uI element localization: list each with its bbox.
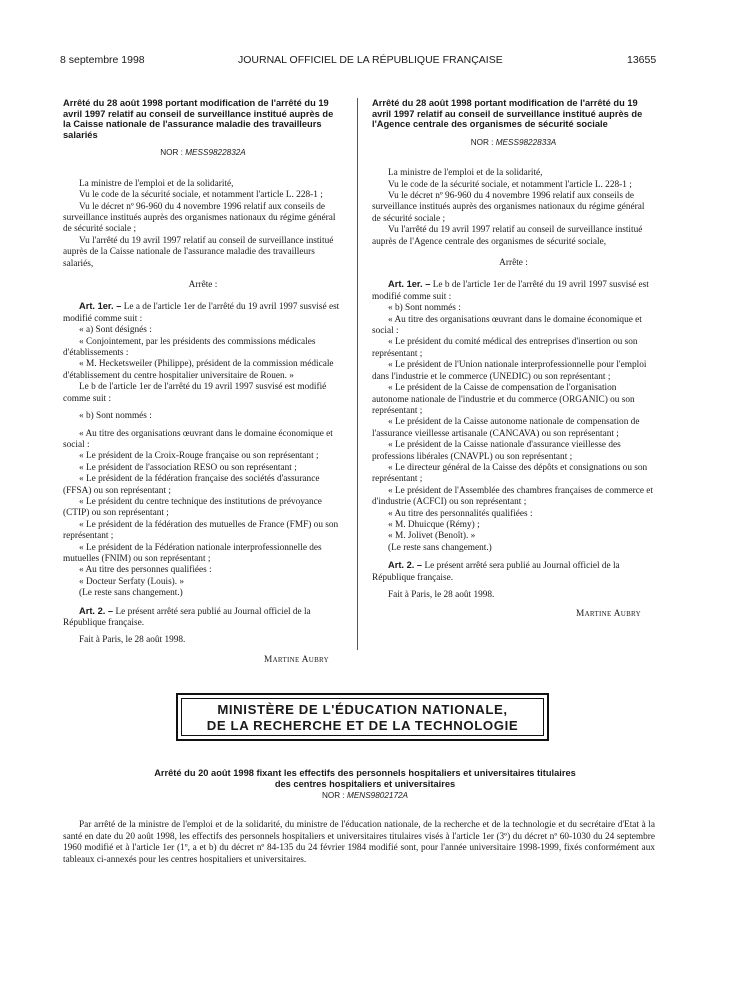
arrete-heading: Arrête :	[499, 258, 528, 269]
list-line: « Le président de l'Union nationale interprofessionnelle pour l'emploi dans l'industrie et le commerce (UNEDIC) ou son représentant ;	[372, 360, 647, 382]
done-line: Fait à Paris, le 28 août 1998.	[79, 635, 186, 646]
header-date: 8 septembre 1998	[60, 54, 145, 66]
ministry-line-1: MINISTÈRE DE L'ÉDUCATION NATIONALE,	[217, 702, 508, 717]
preamble-line: Vu le code de la sécurité sociale, et notamment l'article L. 228-1 ;	[79, 190, 323, 201]
list-line: « Le président de l'Assemblée des chambres françaises de commerce et d'industrie (ACFCI) ou son représentant ;	[372, 485, 653, 508]
article-2	[63, 606, 343, 630]
list-line: « Le président de la Caisse autonome nationale de compensation de l'assurance vieillesse artisanale (CANCAVA) ou son représentant ;	[372, 417, 640, 439]
preamble-line: Vu le code de la sécurité sociale, et notamment l'article L. 228-1 ;	[388, 179, 632, 190]
list-line: « Au titre des organisations œuvrant dans le domaine économique et social :	[63, 428, 333, 450]
left-article-nor	[63, 147, 343, 158]
right-article-title: Arrêté du 28 août 1998 portant modification de l'arrêté du 19 avril 1997 relatif au conseil de surveillance institué auprès de l'Agence centrale des organismes de sécurité sociale	[372, 98, 643, 130]
list-line: « Le président de la fédération française des sociétés d'assurance (FFSA) ou son représentant ;	[63, 474, 320, 496]
bottom-article-nor	[150, 791, 580, 800]
preamble-line: La ministre de l'emploi et de la solidarité,	[388, 168, 543, 179]
article-2-text: Le présent arrêté sera publié au Journal officiel de la République française.	[63, 606, 311, 628]
header-journal-title: JOURNAL OFFICIEL DE LA RÉPUBLIQUE FRANÇAISE	[238, 54, 503, 66]
list-line: « Le directeur général de la Caisse des dépôts et consignations ou son représentant ;	[372, 462, 648, 485]
list-line: « Le président de la Croix-Rouge française ou son représentant ;	[79, 451, 319, 462]
arrete-heading: Arrête :	[188, 280, 218, 291]
nor-code: MESS9822832A	[185, 148, 246, 158]
list-line: (Le reste sans changement.)	[79, 588, 183, 599]
nor-code: MESS9822833A	[495, 137, 557, 147]
list-line: « M. Dhuicque (Rémy) ;	[388, 519, 480, 530]
list-line: « Le président du comité médical des entreprises d'insertion ou son représentant ;	[372, 337, 638, 359]
left-article	[63, 98, 343, 676]
list-line: « Le président de la Fédération nationale interprofessionnelle des mutuelles (FNIM) ou son représentant ;	[63, 542, 322, 564]
nor-label: NOR :	[160, 148, 183, 158]
column-divider	[357, 98, 358, 650]
article-2-label: Art. 2. –	[388, 560, 423, 571]
preamble-line: Vu le décret nº 96-960 du 4 novembre 1996 relatif aux conseils de surveillance institués auprès des organismes nationaux du régime général de sécurité sociale ;	[63, 201, 336, 235]
list-line: « M. Jolivet (Benoît). »	[388, 531, 476, 542]
list-line: « Le président de la fédération des mutuelles de France (FMF) ou son représentant ;	[63, 519, 339, 542]
nor-label: NOR :	[321, 791, 345, 800]
preamble-line: Vu le décret nº 96-960 du 4 novembre 1996 relatif aux conseils de surveillance institués auprès des organismes nationaux du régime général de sécurité sociale ;	[372, 191, 645, 224]
list-line: « Le président de la Caisse nationale d'assurance vieillesse des professions libérales (CNAVPL) ou son représentant ;	[372, 440, 621, 462]
preamble-line: La ministre de l'emploi et de la solidarité,	[79, 178, 234, 189]
left-article-title: Arrêté du 28 août 1998 portant modification de l'arrêté du 19 avril 1997 relatif au conseil de surveillance institué auprès de la Caisse nationale de l'assurance maladie des travailleurs salariés	[63, 98, 334, 140]
ministry-box	[176, 693, 549, 741]
bottom-article-title: Arrêté du 20 août 1998 fixant les effectifs des personnels hospitaliers et universitaires titulaires des centres hospitaliers et universitaires	[154, 768, 576, 789]
article-1-text: Le a de l'article 1er de l'arrêté du 19 avril 1997 susvisé est modifié comme suit :	[63, 302, 340, 324]
article-1-label: Art. 1er. –	[388, 279, 431, 290]
article-2-label: Art. 2. –	[79, 605, 114, 616]
list-line: Le b de l'article 1er de l'arrêté du 19 avril 1997 susvisé est modifié comme suit :	[63, 382, 327, 404]
article-2-text: Le présent arrêté sera publié au Journal officiel de la République française.	[372, 561, 620, 583]
bottom-article-body: Par arrêté de la ministre de l'emploi et de la solidarité, du ministre de l'éducation nationale, de la recherche et de la technologie et du secrétaire d'Etat à la santé en date du 20 août 1998, les effectifs des personnels hospitaliers et universitaires titulaires visés à l'article 1er (3º) du décret nº 60-1030 du 24 septembre 1960 modifié et à l'article 1er (1º, a et b) du décret nº 84-135 du 24 février 1984 modifié sont, pour l'année universitaire 1998-1999, fixés conformément aux tableaux ci-annexés pour les centres hospitaliers et universitaires.	[63, 820, 655, 865]
list-line: « M. Hecketsweiler (Philippe), président de la commission médicale d'établissement du centre hospitalier universitaire de Rouen. »	[63, 359, 334, 381]
nor-label: NOR :	[470, 137, 494, 147]
done-line: Fait à Paris, le 28 août 1998.	[388, 590, 495, 600]
preamble-line: Vu l'arrêté du 19 avril 1997 relatif au conseil de surveillance institué auprès de la Caisse nationale de l'assurance maladie des travailleurs salariés,	[63, 235, 334, 269]
list-line: « Docteur Serfaty (Louis). »	[79, 576, 185, 587]
nor-code: MENS9802172A	[347, 791, 409, 800]
list-line: « a) Sont désignés :	[79, 325, 152, 336]
list-line: « Au titre des personnalités qualifiées :	[388, 508, 533, 519]
right-article	[372, 98, 655, 630]
list-line: (Le reste sans changement.)	[388, 542, 492, 553]
article-2	[372, 560, 655, 584]
list-line: « Au titre des personnes qualifiées :	[79, 565, 212, 576]
list-line: « Le président de l'association RESO ou son représentant ;	[79, 462, 297, 473]
preamble-line: Vu l'arrêté du 19 avril 1997 relatif au conseil de surveillance institué auprès de l'Agence centrale des organismes de sécurité sociale,	[372, 225, 643, 247]
signature: Martine Aubry	[264, 654, 329, 665]
list-line: « Le président de la Caisse de compensation de l'organisation autonome nationale de l'industrie et du commerce (ORGANIC) ou son représentant ;	[372, 383, 635, 416]
article-1-label: Art. 1er. –	[79, 301, 122, 312]
article-1-text: Le b de l'article 1er de l'arrêté du 19 avril 1997 susvisé est modifié comme suit :	[372, 280, 649, 302]
header-page-number: 13655	[627, 54, 657, 66]
ministry-box-inner	[181, 698, 544, 736]
ministry-line-2: DE LA RECHERCHE ET DE LA TECHNOLOGIE	[206, 718, 519, 733]
list-line: « Conjointement, par les présidents des commissions médicales d'établissements :	[63, 336, 316, 359]
signature: Martine Aubry	[576, 609, 641, 620]
article-1	[63, 301, 343, 325]
list-line: « b) Sont nommés :	[79, 411, 152, 422]
article-1	[372, 279, 655, 303]
list-line: « b) Sont nommés :	[388, 303, 461, 314]
right-article-nor	[372, 137, 655, 148]
list-line: « Le président du centre technique des institutions de prévoyance (CTIP) ou son représentant ;	[63, 496, 322, 519]
list-line: « Au titre des organisations œuvrant dans le domaine économique et social :	[372, 314, 642, 337]
